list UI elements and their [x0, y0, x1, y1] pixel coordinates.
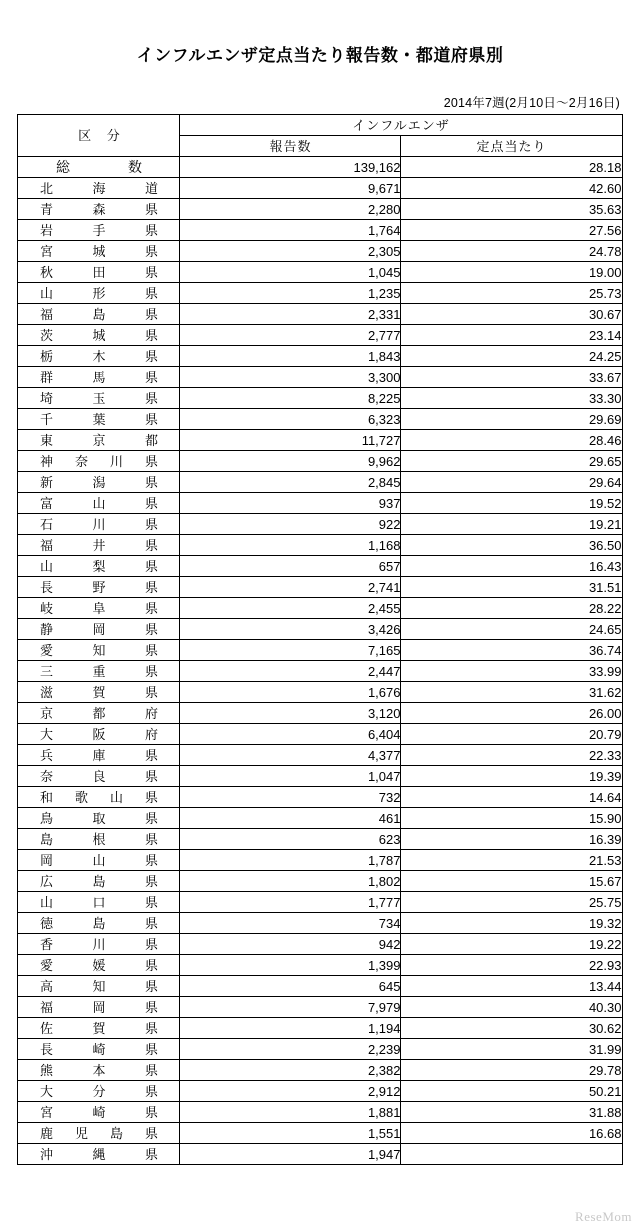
table-row	[18, 766, 622, 787]
prefecture-name-cell	[18, 661, 180, 682]
prefecture-name: 熊 本 県	[39, 1062, 158, 1078]
prefecture-name: 千 葉 県	[39, 411, 158, 427]
table-body	[18, 157, 622, 1165]
per-sentinel-value: 28.46	[401, 430, 622, 451]
per-sentinel-value: 24.25	[401, 346, 622, 367]
prefecture-name: 島 根 県	[39, 831, 158, 847]
reports-value: 734	[180, 913, 401, 934]
prefecture-name-cell	[18, 409, 180, 430]
prefecture-name-cell	[18, 430, 180, 451]
table-row	[18, 619, 622, 640]
reports-value: 1,399	[180, 955, 401, 976]
table-row	[18, 304, 622, 325]
prefecture-name: 青 森 県	[39, 201, 158, 217]
per-sentinel-value: 19.39	[401, 766, 622, 787]
prefecture-name: 鹿 児 島 県	[39, 1125, 158, 1141]
prefecture-name: 京 都 府	[39, 705, 158, 721]
prefecture-name: 山 形 県	[39, 285, 158, 301]
prefecture-name-cell	[18, 577, 180, 598]
reports-value: 1,843	[180, 346, 401, 367]
prefecture-name: 福 岡 県	[39, 999, 158, 1015]
prefecture-name-cell	[18, 199, 180, 220]
table-row	[18, 367, 622, 388]
reports-value: 623	[180, 829, 401, 850]
column-header-per-sentinel: 定点当たり	[401, 136, 622, 157]
per-sentinel-value: 22.93	[401, 955, 622, 976]
table-row	[18, 1123, 622, 1144]
reports-value: 1,764	[180, 220, 401, 241]
prefecture-name: 三 重 県	[39, 663, 158, 679]
per-sentinel-value: 28.22	[401, 598, 622, 619]
prefecture-name-cell	[18, 745, 180, 766]
reports-value: 3,120	[180, 703, 401, 724]
table-row	[18, 220, 622, 241]
prefecture-name: 愛 知 県	[39, 642, 158, 658]
prefecture-name: 岩 手 県	[39, 222, 158, 238]
table-header	[18, 115, 622, 157]
table-row	[18, 472, 622, 493]
table-row	[18, 598, 622, 619]
prefecture-name-cell	[18, 892, 180, 913]
per-sentinel-value: 50.21	[401, 1081, 622, 1102]
table-row	[18, 787, 622, 808]
reports-value: 2,447	[180, 661, 401, 682]
table-row	[18, 430, 622, 451]
prefecture-name-cell	[18, 367, 180, 388]
prefecture-name: 大 分 県	[39, 1083, 158, 1099]
prefecture-name-cell	[18, 493, 180, 514]
per-sentinel-value: 28.18	[401, 157, 622, 178]
prefecture-name: 静 岡 県	[39, 621, 158, 637]
table-row	[18, 556, 622, 577]
table-row	[18, 745, 622, 766]
prefecture-name-cell	[18, 640, 180, 661]
table-row	[18, 493, 622, 514]
prefecture-name: 北 海 道	[39, 180, 158, 196]
reports-value: 2,741	[180, 577, 401, 598]
reports-value: 1,551	[180, 1123, 401, 1144]
per-sentinel-value: 16.39	[401, 829, 622, 850]
reports-value: 1,194	[180, 1018, 401, 1039]
prefecture-name-cell	[18, 766, 180, 787]
prefecture-name: 沖 縄 県	[39, 1146, 158, 1162]
prefecture-name: 兵 庫 県	[39, 747, 158, 763]
reports-value: 3,426	[180, 619, 401, 640]
prefecture-name-cell	[18, 220, 180, 241]
prefecture-name: 群 馬 県	[39, 369, 158, 385]
per-sentinel-value: 29.69	[401, 409, 622, 430]
reports-value: 657	[180, 556, 401, 577]
prefecture-name-cell	[18, 619, 180, 640]
per-sentinel-value: 30.67	[401, 304, 622, 325]
prefecture-name: 富 山 県	[39, 495, 158, 511]
reports-value: 645	[180, 976, 401, 997]
table-row	[18, 451, 622, 472]
prefecture-name: 長 野 県	[39, 579, 158, 595]
prefecture-name: 秋 田 県	[39, 264, 158, 280]
per-sentinel-value: 22.33	[401, 745, 622, 766]
per-sentinel-value: 19.21	[401, 514, 622, 535]
prefecture-name: 山 梨 県	[39, 558, 158, 574]
prefecture-name-cell	[18, 283, 180, 304]
per-sentinel-value: 31.62	[401, 682, 622, 703]
reports-value: 2,777	[180, 325, 401, 346]
prefecture-name-cell	[18, 787, 180, 808]
table-row	[18, 682, 622, 703]
reports-value: 1,235	[180, 283, 401, 304]
per-sentinel-value: 33.99	[401, 661, 622, 682]
reports-value: 2,280	[180, 199, 401, 220]
table-row	[18, 283, 622, 304]
reports-value: 2,912	[180, 1081, 401, 1102]
prefecture-name: 鳥 取 県	[39, 810, 158, 826]
prefecture-name: 新 潟 県	[39, 474, 158, 490]
reports-value: 1,168	[180, 535, 401, 556]
prefecture-name-cell	[18, 850, 180, 871]
prefecture-name-cell	[18, 472, 180, 493]
per-sentinel-value: 35.63	[401, 199, 622, 220]
table-row	[18, 976, 622, 997]
reports-value: 1,787	[180, 850, 401, 871]
prefecture-name: 和 歌 山 県	[39, 789, 158, 805]
table-row	[18, 388, 622, 409]
table-row	[18, 829, 622, 850]
prefecture-name: 神 奈 川 県	[39, 453, 158, 469]
prefecture-name-cell	[18, 157, 180, 178]
reports-value: 1,802	[180, 871, 401, 892]
prefecture-name: 宮 城 県	[39, 243, 158, 259]
table-row	[18, 892, 622, 913]
reports-value: 922	[180, 514, 401, 535]
reports-value: 732	[180, 787, 401, 808]
table-row	[18, 409, 622, 430]
prefecture-name-cell	[18, 955, 180, 976]
prefecture-name: 石 川 県	[39, 516, 158, 532]
table-row	[18, 724, 622, 745]
prefecture-name-cell	[18, 724, 180, 745]
per-sentinel-value: 14.64	[401, 787, 622, 808]
table-row	[18, 199, 622, 220]
table-row	[18, 577, 622, 598]
prefecture-name: 広 島 県	[39, 873, 158, 889]
prefecture-name-cell	[18, 178, 180, 199]
per-sentinel-value: 15.67	[401, 871, 622, 892]
reports-value: 11,727	[180, 430, 401, 451]
table-row	[18, 1060, 622, 1081]
per-sentinel-value: 29.65	[401, 451, 622, 472]
reports-value: 1,777	[180, 892, 401, 913]
reports-value: 2,845	[180, 472, 401, 493]
prefecture-name-cell	[18, 1123, 180, 1144]
per-sentinel-value: 23.14	[401, 325, 622, 346]
table-row	[18, 913, 622, 934]
prefecture-name-cell	[18, 388, 180, 409]
influenza-report-table	[17, 114, 622, 1165]
prefecture-name: 佐 賀 県	[39, 1020, 158, 1036]
table-row	[18, 850, 622, 871]
table-row	[18, 640, 622, 661]
reports-value: 6,323	[180, 409, 401, 430]
column-header-influenza: インフルエンザ	[180, 115, 622, 136]
reports-value: 937	[180, 493, 401, 514]
table-row	[18, 808, 622, 829]
prefecture-name-cell	[18, 703, 180, 724]
column-header-reports: 報告数	[180, 136, 401, 157]
per-sentinel-value: 25.75	[401, 892, 622, 913]
prefecture-name-cell	[18, 997, 180, 1018]
reports-value: 2,305	[180, 241, 401, 262]
prefecture-name-cell	[18, 1102, 180, 1123]
table-row	[18, 346, 622, 367]
reports-value: 8,225	[180, 388, 401, 409]
prefecture-name: 宮 崎 県	[39, 1104, 158, 1120]
per-sentinel-value: 30.62	[401, 1018, 622, 1039]
reports-value: 1,881	[180, 1102, 401, 1123]
prefecture-name-cell	[18, 1081, 180, 1102]
reports-value: 7,979	[180, 997, 401, 1018]
reports-value: 1,676	[180, 682, 401, 703]
per-sentinel-value: 29.64	[401, 472, 622, 493]
table-row	[18, 178, 622, 199]
per-sentinel-value: 25.73	[401, 283, 622, 304]
prefecture-name-cell	[18, 535, 180, 556]
table-row	[18, 871, 622, 892]
per-sentinel-value: 36.50	[401, 535, 622, 556]
reports-value: 9,671	[180, 178, 401, 199]
page-title: インフルエンザ定点当たり報告数・都道府県別	[136, 46, 504, 65]
prefecture-name-cell	[18, 304, 180, 325]
reports-value: 461	[180, 808, 401, 829]
table-row	[18, 997, 622, 1018]
prefecture-name: 奈 良 県	[39, 768, 158, 784]
reports-value: 9,962	[180, 451, 401, 472]
column-header-kubun: 区 分	[18, 115, 180, 157]
per-sentinel-value: 40.30	[401, 997, 622, 1018]
per-sentinel-value: 33.30	[401, 388, 622, 409]
prefecture-name: 徳 島 県	[39, 915, 158, 931]
prefecture-name: 栃 木 県	[39, 348, 158, 364]
prefecture-name-cell	[18, 913, 180, 934]
prefecture-name: 愛 媛 県	[39, 957, 158, 973]
prefecture-name: 山 口 県	[39, 894, 158, 910]
prefecture-name: 大 阪 府	[39, 726, 158, 742]
prefecture-name-cell	[18, 1039, 180, 1060]
table-row	[18, 934, 622, 955]
per-sentinel-value: 26.00	[401, 703, 622, 724]
per-sentinel-value: 20.79	[401, 724, 622, 745]
table-row	[18, 1102, 622, 1123]
per-sentinel-value: 19.22	[401, 934, 622, 955]
per-sentinel-value: 21.53	[401, 850, 622, 871]
prefecture-name-cell	[18, 871, 180, 892]
prefecture-name: 福 井 県	[39, 537, 158, 553]
prefecture-name: 総 数	[55, 159, 142, 176]
reports-value: 2,382	[180, 1060, 401, 1081]
table-row	[18, 1018, 622, 1039]
prefecture-name-cell	[18, 514, 180, 535]
prefecture-name-cell	[18, 1060, 180, 1081]
reports-value: 1,047	[180, 766, 401, 787]
watermark: ReseMom	[575, 1209, 632, 1224]
table-row	[18, 157, 622, 178]
prefecture-name: 香 川 県	[39, 936, 158, 952]
prefecture-name: 福 島 県	[39, 306, 158, 322]
table-row	[18, 262, 622, 283]
table-row	[18, 535, 622, 556]
prefecture-name: 高 知 県	[39, 978, 158, 994]
per-sentinel-value: 24.78	[401, 241, 622, 262]
reports-value: 942	[180, 934, 401, 955]
per-sentinel-value: 33.67	[401, 367, 622, 388]
prefecture-name: 滋 賀 県	[39, 684, 158, 700]
reports-value: 6,404	[180, 724, 401, 745]
table-row	[18, 325, 622, 346]
table-row	[18, 955, 622, 976]
per-sentinel-value: 31.51	[401, 577, 622, 598]
per-sentinel-value: 19.32	[401, 913, 622, 934]
prefecture-name: 岡 山 県	[39, 852, 158, 868]
per-sentinel-value: 29.78	[401, 1060, 622, 1081]
reports-value: 2,331	[180, 304, 401, 325]
period-label: 2014年7週(2月10日～2月16日)	[443, 96, 620, 111]
table-row	[18, 1144, 622, 1165]
table-row	[18, 1081, 622, 1102]
prefecture-name-cell	[18, 556, 180, 577]
prefecture-name: 岐 阜 県	[39, 600, 158, 616]
reports-value: 1,947	[180, 1144, 401, 1165]
per-sentinel-value: 19.00	[401, 262, 622, 283]
prefecture-name: 東 京 都	[39, 432, 158, 448]
table-row	[18, 1039, 622, 1060]
per-sentinel-value: 19.52	[401, 493, 622, 514]
table-row	[18, 514, 622, 535]
per-sentinel-value: 15.90	[401, 808, 622, 829]
prefecture-name-cell	[18, 451, 180, 472]
prefecture-name-cell	[18, 598, 180, 619]
prefecture-name-cell	[18, 829, 180, 850]
per-sentinel-value	[401, 1144, 622, 1165]
per-sentinel-value: 16.68	[401, 1123, 622, 1144]
reports-value: 4,377	[180, 745, 401, 766]
prefecture-name-cell	[18, 241, 180, 262]
prefecture-name: 埼 玉 県	[39, 390, 158, 406]
per-sentinel-value: 31.99	[401, 1039, 622, 1060]
reports-value: 2,239	[180, 1039, 401, 1060]
table-row	[18, 661, 622, 682]
reports-value: 1,045	[180, 262, 401, 283]
prefecture-name-cell	[18, 325, 180, 346]
per-sentinel-value: 31.88	[401, 1102, 622, 1123]
prefecture-name-cell	[18, 976, 180, 997]
prefecture-name-cell	[18, 262, 180, 283]
per-sentinel-value: 42.60	[401, 178, 622, 199]
prefecture-name: 長 崎 県	[39, 1041, 158, 1057]
prefecture-name-cell	[18, 682, 180, 703]
per-sentinel-value: 16.43	[401, 556, 622, 577]
prefecture-name: 茨 城 県	[39, 327, 158, 343]
per-sentinel-value: 13.44	[401, 976, 622, 997]
prefecture-name-cell	[18, 934, 180, 955]
prefecture-name-cell	[18, 346, 180, 367]
prefecture-name-cell	[18, 808, 180, 829]
per-sentinel-value: 27.56	[401, 220, 622, 241]
table-row	[18, 703, 622, 724]
table-row	[18, 241, 622, 262]
reports-value: 139,162	[180, 157, 401, 178]
reports-value: 7,165	[180, 640, 401, 661]
reports-value: 3,300	[180, 367, 401, 388]
per-sentinel-value: 36.74	[401, 640, 622, 661]
prefecture-name-cell	[18, 1018, 180, 1039]
reports-value: 2,455	[180, 598, 401, 619]
prefecture-name-cell	[18, 1144, 180, 1165]
per-sentinel-value: 24.65	[401, 619, 622, 640]
